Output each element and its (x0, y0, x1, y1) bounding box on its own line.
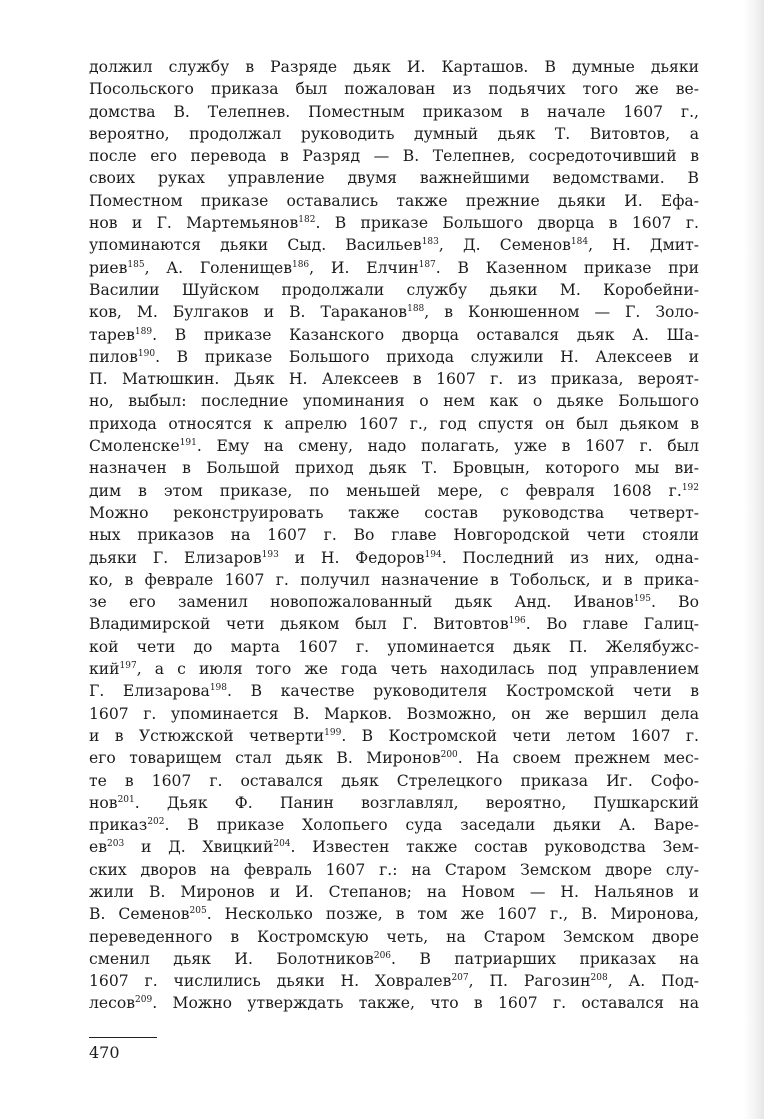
text-line: нов$^{201}$. Дьяк Ф. Панин возглавлял, вероятно, Пушкарский (89, 793, 699, 812)
text-line: дьяки Г. Елизаров$^{193}$ и Н. Федоров$^{194}$. Последний из них, одна- (89, 548, 699, 567)
footnote-ref: 188 (407, 304, 425, 315)
text-line: тарев$^{189}$. В приказе Казанского дворца оставался дьяк А. Ша- (89, 325, 699, 344)
text-line: ских дворов на февраль 1607 г.: на Старом Земском дворе слу- (89, 860, 699, 879)
footnote-ref: 183 (421, 237, 439, 248)
text-line: 1607 г. упоминается В. Марков. Возможно, он же вершил дела (89, 704, 699, 723)
text-line: домства В. Телепнев. Поместным приказом в начале 1607 г., (89, 102, 699, 121)
text-line: Владимирской чети дьяком был Г. Витовтов$^{196}$. Во главе Галиц- (89, 615, 699, 634)
text-line: назначен в Большой приход дьяк Т. Бровцын, которого мы ви- (89, 459, 699, 478)
text-line: вероятно, продолжал руководить думный дьяк Т. Витовтов, а (89, 124, 699, 143)
text-line: его товарищем стал дьяк В. Миронов$^{200}$. На своем прежнем мес- (89, 749, 700, 768)
footnote-ref: 189 (134, 326, 153, 337)
footnote-ref: 186 (291, 259, 310, 270)
footnote-ref: 184 (570, 237, 589, 248)
footnote-ref: 203 (107, 839, 125, 850)
text-line: Василии Шуйском продолжали службу дьяки М. Коробейни- (89, 280, 699, 299)
footnote-ref: 202 (147, 817, 165, 828)
footnote-ref: 205 (189, 906, 207, 917)
text-line: $ев^{203}$ и Д. Хвицкий$^{204}$. Известен также состав руководства Зем- (89, 838, 699, 857)
text-line: после его перевода в Разряд — В. Телепнев, сосредоточивший в (89, 147, 699, 166)
footnote-ref: 209 (135, 995, 153, 1006)
text-line: ко, в феврале 1607 г. получил назначение в Тобольск, и в прика- (89, 570, 699, 589)
text-line: и в Устюжской четверти$^{199}$. В Костромской чети летом 1607 г. (89, 726, 700, 745)
text-line: прихода относятся к апрелю 1607 г., год спустя он был дьяком в (89, 414, 699, 433)
text-line: Г. Елизарова$^{198}$. В качестве руководителя Костромской чети в (89, 682, 699, 701)
text-line: 1607 г. числились дьяки Н. Ховралев$^{207}$, П. Рагозин$^{208}$, А. Под- (89, 972, 699, 991)
footnote-ref: 208 (590, 973, 608, 984)
text-line: ных приказов на 1607 г. Во главе Новгородской чети стояли (89, 526, 699, 545)
footnote-ref: 193 (261, 549, 279, 560)
footnote-ref: 182 (298, 215, 316, 226)
footnote-ref: 190 (137, 348, 156, 359)
text-line: лесов$^{209}$. Можно утверждать также, что в 1607 г. оставался на (89, 994, 699, 1013)
footnote-ref: 200 (440, 750, 458, 761)
text-line: те в 1607 г. оставался дьяк Стрелецкого приказа Иг. Софо- (89, 771, 699, 790)
text-line: дим в этом приказе, по меньшей мере, с февраля 1608 г.$^{192}$ (89, 481, 699, 500)
text-line: Поместном приказе оставались также прежние дьяки И. Ефа- (89, 191, 699, 210)
footnote-ref: 197 (119, 661, 137, 672)
text-line: упоминаются дьяки Сыд. Васильев$^{183}$, Д. Семенов$^{184}$, Н. Дмит- (89, 236, 699, 255)
text-line: Можно реконструировать также состав руководства четверт- (89, 503, 699, 522)
text-line: нов и Г. Мартемьянов$^{182}$. В приказе Большого дворца в 1607 г. (89, 214, 699, 233)
text-line: сменил дьяк И. Болотников$^{206}$. В патриарших приказах на (89, 949, 700, 968)
footnote-ref: 206 (373, 950, 392, 961)
footnote-ref: 198 (209, 683, 228, 694)
footnote-ref: 196 (508, 616, 526, 627)
text-line: Смоленске$^{191}$. Ему на смену, надо полагать, уже в 1607 г. был (89, 437, 699, 456)
text-line: должил службу в Разряде дьяк И. Карташов. В думные дьяки (89, 58, 699, 76)
text-line: пилов$^{190}$. В приказе Большого прихода служили Н. Алексеев и (89, 347, 699, 366)
footnote-ref: 194 (424, 549, 442, 560)
text-line: кий$^{197}$, а с июля того же года четь находилась под управлением (89, 660, 699, 679)
text-line: переведенного в Костромскую четь, на Старом Земском дворе (89, 927, 699, 946)
page-number: 470 (89, 1043, 120, 1062)
text-line: приказ$^{202}$. В приказе Холопьего суда заседали дьяки А. Варе- (89, 816, 699, 835)
footnote-ref: 195 (633, 594, 651, 605)
footnote-ref: 199 (324, 727, 342, 738)
footnote-ref: 207 (451, 973, 469, 984)
footnote-ref: 185 (127, 259, 145, 270)
text-line: В. Семенов$^{205}$. Несколько позже, в том же 1607 г., В. Миронова, (89, 905, 700, 924)
page-edge-shadow (744, 0, 764, 1119)
text-line: своих руках управление двумя важнейшими ведомствами. В (89, 169, 699, 188)
text-line: П. Матюшкин. Дьяк Н. Алексеев в 1607 г. из приказа, вероят- (89, 370, 699, 389)
body-text (89, 56, 699, 1015)
text-line: кой чети до марта 1607 г. упоминается дьяк П. Желябужс- (89, 637, 699, 656)
footnote-ref: 204 (273, 839, 291, 850)
text-line: зе его заменил новопожалованный дьяк Анд. Иванов$^{195}$. Во (89, 593, 699, 612)
footnote-ref: 187 (418, 259, 436, 270)
text-line: Посольского приказа был пожалован из подьячих того же ве- (89, 80, 699, 99)
text-line: риев$^{185}$, А. Голенищев$^{186}$, И. Елчин$^{187}$. В Казенном приказе при (89, 258, 699, 277)
text-line: жили В. Миронов и И. Степанов; на Новом — Н. Нальянов и (89, 882, 699, 901)
text-line: но, выбыл: последние упоминания о нем как о дьяке Большого (89, 392, 699, 411)
text-line: ков, М. Булгаков и В. Тараканов$^{188}$, в Конюшенном — Г. Золо- (89, 303, 699, 322)
footnote-ref: 191 (179, 438, 197, 449)
footnote-ref: 192 (681, 482, 699, 493)
footnote-ref: 201 (117, 794, 135, 805)
page-number-rule (89, 1037, 157, 1038)
